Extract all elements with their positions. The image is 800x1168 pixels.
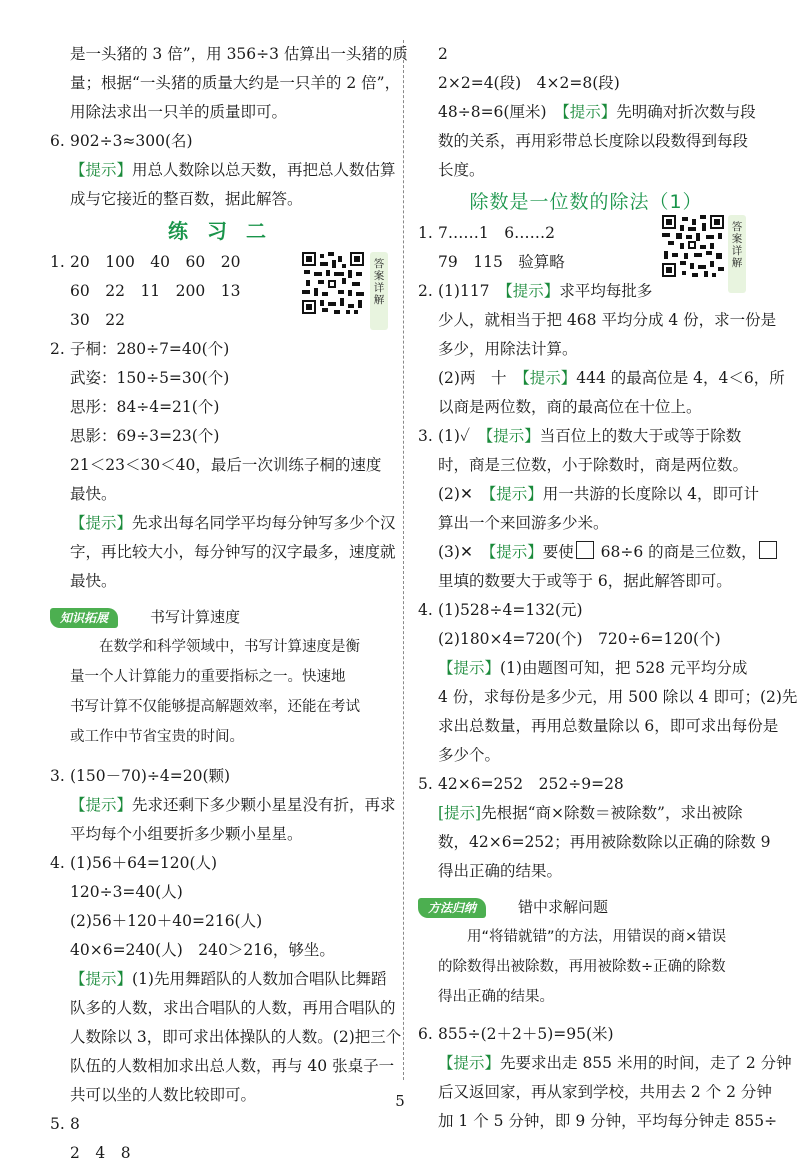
hint-tag: 【提示】 [488, 485, 543, 503]
box-title: 错中求解问题 [518, 898, 609, 916]
answer: (2)180×4=720(个) 720÷6=120(个) [438, 630, 721, 648]
hint-text: 多少，用除法计算。 [438, 340, 578, 358]
hint-tag: 【提示】 [70, 161, 133, 179]
answer: 最快。 [70, 485, 117, 503]
hint-text: 长度。 [438, 161, 485, 179]
hint-text: 加 1 个 5 分钟，即 9 分钟，平均每分钟走 855÷ [438, 1112, 778, 1130]
question-number: 6. [418, 1025, 433, 1043]
hint-tag: 【提示】 [438, 659, 501, 677]
qr-label: 答案详解 [370, 252, 388, 330]
hint-text: 先要求出走 855 米用的时间，走了 2 分钟 [500, 1054, 792, 1072]
answer-row: 7……1 6……2 [438, 224, 555, 242]
box-text: 在数学和科学领域中，书写计算速度是衡 [70, 639, 360, 655]
box-text: 或工作中节省宝贵的时间。 [70, 729, 244, 745]
answer: (1)56＋64=120(人) [70, 854, 218, 872]
answer-row: 20 100 40 60 20 [70, 253, 241, 271]
answer: 40×6=240(人) 240＞216，够坐。 [70, 941, 335, 959]
answer: 42×6=252 252÷9=28 [438, 775, 624, 793]
box-text: 量一个人计算能力的重要指标之一。快速地 [70, 669, 346, 685]
hint-text: 当百位上的数大于或等于除数 [539, 427, 742, 445]
hint-text: 平均每个小组要折多少颗小星星。 [70, 825, 303, 843]
hint-text: 68÷6 的商是三位数， [595, 543, 757, 561]
hint-tag: 【提示】 [562, 103, 617, 121]
box-text: 用“将错就错”的方法，用错误的商×错误 [438, 929, 727, 945]
answer: 子桐：280÷7=40(个) [70, 340, 230, 358]
hint-text: 队多的人数，求出合唱队的人数，再用合唱队的 [70, 999, 396, 1017]
hint-text: 数，42×6=252；再用被除数除以正确的除数 9 [438, 833, 771, 851]
hint-text: 求出总数量，再用总数量除以 6，即可求出每份是 [438, 717, 779, 735]
answer: 武姿：150÷5=30(个) [70, 369, 230, 387]
answer: (2)✕ [438, 485, 489, 503]
answer: (2)56＋120＋40=216(人) [70, 912, 263, 930]
answer: 思影：69÷3=23(个) [70, 427, 220, 445]
question-number: 5. [50, 1115, 65, 1133]
hint-text: 先根据“商×除数＝被除数”，求出被除 [481, 804, 743, 822]
question-number: 4. [50, 854, 65, 872]
qr-code-icon[interactable] [302, 252, 380, 330]
hint-tag: 【提示】 [485, 427, 540, 445]
answer: (1)528÷4=132(元) [438, 601, 583, 619]
hint-text: 算出一个来回游多少米。 [438, 514, 609, 532]
hint-text: 多少个。 [438, 746, 501, 764]
hint-text: (1)先用舞蹈队的人数加合唱队比舞蹈 [132, 970, 387, 988]
hint-text: 444 的最高位是 4，4＜6，所 [576, 369, 785, 387]
answer: 902÷3≈300(名) [70, 132, 193, 150]
hint-tag: [提示] [438, 804, 482, 822]
knowledge-box [50, 602, 390, 752]
hint-text: 字，再比较大小，每分钟写的汉字最多，速度就 [70, 543, 396, 561]
answer: 120÷3=40(人) [70, 883, 183, 901]
hint-text: 成与它接近的整百数，据此解答。 [70, 190, 303, 208]
question-number: 5. [418, 775, 433, 793]
hint-text: 人数除以 3，即可求出体操队的人数。(2)把三个 [70, 1028, 402, 1046]
hint-text: 共可以坐的人数比较即可。 [70, 1086, 257, 1104]
answer: 2×2=4(段) 4×2=8(段) [438, 74, 620, 92]
hint-text: 时，商是三位数，小于除数时，商是两位数。 [438, 456, 749, 474]
answer: 855÷(2＋2＋5)=95(米) [438, 1025, 614, 1043]
right-column [418, 40, 798, 1136]
question-number: 3. [418, 427, 433, 445]
hint-text: (1)由题图可知，把 528 元平均分成 [500, 659, 748, 677]
answer-row: 79 115 验算略 [438, 253, 565, 271]
box-badge: 方法归纳 [418, 898, 486, 918]
answer: 思彤：84÷4=21(个) [70, 398, 220, 416]
answer: 48÷8=6(厘米) [438, 103, 563, 121]
question-number: 2. [418, 282, 433, 300]
answer: 2 4 8 [70, 1144, 131, 1162]
box-text: 书写计算不仅能够提高解题效率，还能在考试 [70, 699, 360, 715]
hint-text: 队伍的人数相加求出总人数，再与 40 张桌子一 [70, 1057, 395, 1075]
hint-text: 4 份，求每份是多少元，用 500 除以 4 即可；(2)先 [438, 688, 798, 706]
question-number: 2. [50, 340, 65, 358]
method-box [418, 892, 754, 1012]
answer: (150－70)÷4=20(颗) [70, 767, 231, 785]
hint-text: 求平均每批多 [559, 282, 653, 300]
answer-row: 30 22 [70, 311, 125, 329]
hint-text: 先求出每名同学平均每分钟写多少个汉 [132, 514, 396, 532]
hint-text: 少人，就相当于把 468 平均分成 4 份，求一份是 [438, 311, 777, 329]
hint-text: 里填的数要大于或等于 6，据此解答即可。 [438, 572, 732, 590]
qr-label: 答案详解 [728, 215, 746, 293]
hint-text: 用一共游的长度除以 4，即可计 [542, 485, 760, 503]
question-number: 1. [50, 253, 65, 271]
section-title: 练 习 二 [168, 219, 272, 243]
hint-text: 以商是两位数，商的最高位在十位上。 [438, 398, 702, 416]
answer: (2)两 十 [438, 369, 522, 387]
answer: (1)117 [438, 282, 506, 300]
intro-line: 用除法求出一只羊的质量即可。 [70, 103, 288, 121]
left-column [50, 40, 408, 1168]
hint-text: 后又返回家，再从家到学校，共用去 2 个 2 分钟 [438, 1083, 772, 1101]
box-title: 书写计算速度 [150, 608, 241, 626]
intro-line: 是一头猪的 3 倍”，用 356÷3 估算出一头猪的质 [70, 45, 408, 63]
question-number: 4. [418, 601, 433, 619]
answer: 8 [70, 1115, 80, 1133]
section-title: 除数是一位数的除法（1） [469, 191, 703, 213]
hint-tag: 【提示】 [521, 369, 577, 387]
answer-row: 60 22 11 200 13 [70, 282, 241, 300]
question-number: 3. [50, 767, 65, 785]
hint-text: 数的关系，再用彩带总长度除以段数得到每段 [438, 132, 749, 150]
hint-tag: 【提示】 [505, 282, 560, 300]
hint-text: 先明确对折次数与段 [616, 103, 756, 121]
blank-box [576, 541, 594, 559]
hint-text: 用总人数除以总天数，再把总人数估算 [132, 161, 396, 179]
box-text: 得出正确的结果。 [438, 989, 554, 1005]
hint-text: 先求还剩下多少颗小星星没有折，再求 [132, 796, 396, 814]
hint-text: 得出正确的结果。 [438, 862, 563, 880]
answer: 2 [438, 45, 448, 63]
hint-tag: 【提示】 [70, 514, 133, 532]
answer: 21＜23＜30＜40，最后一次训练子桐的速度 [70, 456, 382, 474]
intro-line: 量；根据“一头猪的质量大约是一只羊的 2 倍”， [70, 74, 401, 92]
column-divider [403, 40, 404, 1080]
answer: (3)✕ [438, 543, 489, 561]
hint-text: 要使 [542, 543, 574, 561]
answer: (1)✓ [438, 427, 486, 445]
blank-box [759, 541, 777, 559]
hint-tag: 【提示】 [438, 1054, 501, 1072]
question-number: 1. [418, 224, 433, 242]
hint-tag: 【提示】 [70, 796, 133, 814]
hint-text: 最快。 [70, 572, 117, 590]
question-number: 6. [50, 132, 65, 150]
hint-tag: 【提示】 [488, 543, 543, 561]
box-text: 的除数得出被除数，再用被除数÷正确的除数 [438, 959, 726, 975]
hint-tag: 【提示】 [70, 970, 133, 988]
box-badge: 知识拓展 [50, 608, 118, 628]
page-number: 5 [395, 1092, 405, 1110]
